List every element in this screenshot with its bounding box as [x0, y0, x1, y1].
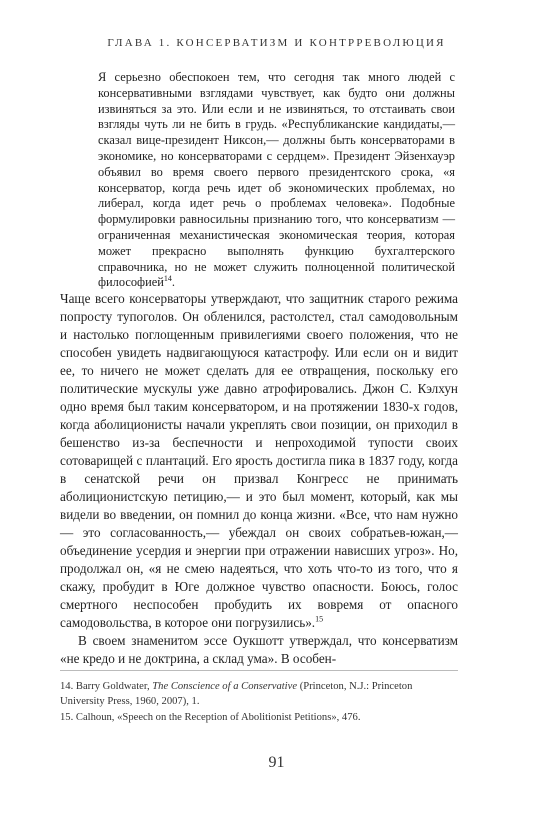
footnote-divider: [60, 670, 458, 671]
footnote-author: Calhoun,: [75, 712, 115, 723]
paragraph-text: Чаще всего консерваторы утверждают, что защитник старого режима попросту тупоголов. Он обленился, растолстел, стал самодовольным и настолько поглощенным привилегиями своего положения, что не способен увидеть надвигающуюся катастрофу. Или если он и видит ее, то ничего не может сделать для ее отвращения, поскольку его политические мускулы уже давно атрофировались. Джон С. Кэлхун одно время был таким консерватором, и на протяжении 1830-х годов, когда аболиционисты начали укреплять свои позиции, он приходил в бешенство из-за беспечности и непроходимой тупости своих сотоварищей с плантаций. Его ярость достигла пика в 1837 году, когда в сенатской речи он призвал Конгресс не принимать аболиционистскую петицию,— и это был момент, который, как мы видели во введении, он помнил до конца жизни. «Все, что нам нужно — это согласованность,— убеждал он своих собратьев-южан,— объединение усердия и энергии при отражении нависших угроз». Но, продолжал он, «я не смею надеяться, что хоть что-то из того, что я скажу, пробудит в Юге должное чувство опасности. Боюсь, голос смертного неспособен пробудить их вовремя от опасного самодовольства, в которое они погрузились».: [60, 291, 458, 630]
footnote-title: The Conscience of a Conservative: [152, 681, 298, 692]
footnote-15: [60, 711, 458, 726]
running-head: ГЛАВА 1. КОНСЕРВАТИЗМ И КОНТРРЕВОЛЮЦИЯ: [107, 37, 446, 49]
paragraph-text: В своем знаменитом эссе Оукшотт утверждал, что консерватизм «не кредо и не доктрина, а склад ума». В особен-: [60, 633, 458, 666]
footnote-14: [60, 680, 458, 709]
footnote-author: Barry Goldwater,: [75, 681, 150, 692]
quote-text: Я серьезно обеспокоен тем, что сегодня так много людей с консервативными взглядами чувствует, как будто они должны извиняться за это. Или если и не извиняться, то отстаивать свои взгляды чуть ли не бить в грудь. «Республиканские кандидаты,— сказал вице-президент Никсон,— должны быть консерваторами в экономике, но консерваторами с сердцем». Президент Эйзенхауэр объявил во время своего первого президентского срока, «я консерватор, когда речь идет об экономических проблемах, но либерал, когда идет речь о проблемах человека». Подобные формулировки равносильны признанию того, что консерватизм — ограниченная механистическая экономическая теория, которая может прекрасно выполнять функцию бухгалтерского справочника, но не может служить полноценной политической философией: [98, 70, 455, 290]
block-quote: Я серьезно обеспокоен тем, что сегодня так много людей с консервативными взглядами чувствует, как будто они должны извиняться за это. Или если и не извиняться, то отстаивать свои взгляды чуть ли не бить в грудь. «Республиканские кандидаты,— сказал вице-президент Никсон,— должны быть консерваторами в экономике, но консерваторами с сердцем». Президент Эйзенхауэр объявил во время своего первого президентского срока, «я консерватор, когда речь идет об экономических проблемах, но либерал, когда идет речь о проблемах человека». Подобные формулировки равносильны признанию того, что консерватизм — ограниченная механистическая экономическая теория, которая может прекрасно выполнять функцию бухгалтерского справочника, но не может служить полноценной политической философией$^{14}$.: [98, 70, 455, 290]
footnote-ref-14[interactable]: 14: [163, 274, 172, 284]
footnotes: [60, 680, 458, 728]
footnote-rest: «Speech on the Reception of Abolitionist Petitions», 476.: [117, 712, 361, 723]
main-text: [60, 290, 458, 668]
footnote-ref-15[interactable]: 15: [315, 614, 324, 624]
page-number: 91: [268, 754, 285, 771]
paragraph: [60, 632, 458, 668]
footnote-number: 14.: [60, 681, 74, 692]
footnote-number: 15.: [60, 712, 74, 723]
paragraph: [60, 290, 458, 632]
footnote-rest: (Princeton, N.J.: Princeton University Press, 1960, 2007), 1.: [60, 681, 413, 707]
